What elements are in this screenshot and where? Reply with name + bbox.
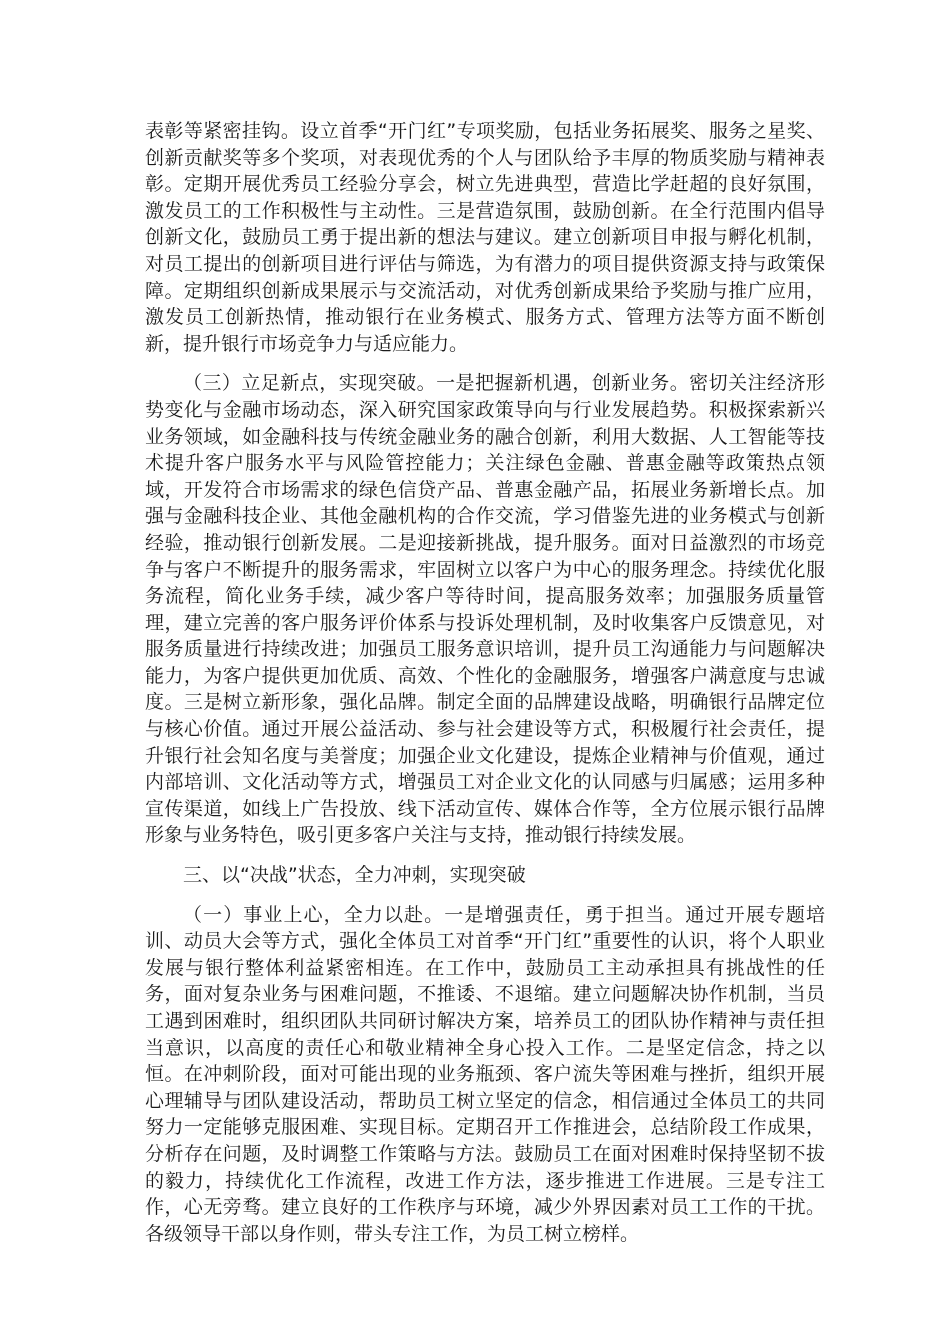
- document-body: [145, 118, 825, 1247]
- paragraph-continued: 表彰等紧密挂钩。设立首季“开门红”专项奖励，包括业务拓展奖、服务之星奖、创新贡献奖等多个奖项，对表现优秀的个人与团队给予丰厚的物质奖励与精神表彰。定期开展优秀员工经验分享会，树立先进典型，营造比学赶超的良好氛围，激发员工的工作积极性与主动性。三是营造氛围，鼓励创新。在全行范围内倡导创新文化，鼓励员工勇于提出新的想法与建议。建立创新项目申报与孵化机制，对员工提出的创新项目进行评估与筛选，为有潜力的项目提供资源支持与政策保障。定期组织创新成果展示与交流活动，对优秀创新成果给予奖励与推广应用，激发员工创新热情，推动银行在业务模式、服务方式、管理方法等方面不断创新，提升银行市场竞争力与适应能力。: [145, 120, 825, 355]
- paragraph-section-3: （三）立足新点，实现突破。一是把握新机遇，创新业务。密切关注经济形势变化与金融市场动态，深入研究国家政策导向与行业发展趋势。积极探索新兴业务领域，如金融科技与传统金融业务的融合创新，利用大数据、人工智能等技术提升客户服务水平与风险管控能力；关注绿色金融、普惠金融等政策热点领域，开发符合市场需求的绿色信贷产品、普惠金融产品，拓展业务新增长点。加强与金融科技企业、其他金融机构的合作交流，学习借鉴先进的业务模式与创新经验，推动银行创新发展。二是迎接新挑战，提升服务。面对日益激烈的市场竞争与客户不断提升的服务需求，牢固树立以客户为中心的服务理念。持续优化服务流程，简化业务手续，减少客户等待时间，提高服务效率；加强服务质量管理，建立完善的客户服务评价体系与投诉处理机制，及时收集客户反馈意见，对服务质量进行持续改进；加强员工服务意识培训，提升员工沟通能力与问题解决能力，为客户提供更加优质、高效、个性化的金融服务，增强客户满意度与忠诚度。三是树立新形象，强化品牌。制定全面的品牌建设战略，明确银行品牌定位与核心价值。通过开展公益活动、参与社会建设等方式，积极履行社会责任，提升银行社会知名度与美誉度；加强企业文化建设，提炼企业精神与价值观，通过内部培训、文化活动等方式，增强员工对企业文化的认同感与归属感；运用多种宣传渠道，如线上广告投放、线下活动宣传、媒体合作等，全方位展示银行品牌形象与业务特色，吸引更多客户关注与支持，推动银行持续发展。: [145, 372, 825, 847]
- section-heading-3: 三、以“决战”状态，全力冲刺，实现突破: [183, 864, 526, 887]
- paragraph-subsection-1: （一）事业上心，全力以赴。一是增强责任，勇于担当。通过开展专题培训、动员大会等方式，强化全体员工对首季“开门红”重要性的认识，将个人职业发展与银行整体利益紧密相连。在工作中，鼓励员工主动承担具有挑战性的任务，面对复杂业务与困难问题，不推诿、不退缩。建立问题解决协作机制，当员工遇到困难时，组织团队共同研讨解决方案，培养员工的团队协作精神与责任担当意识，以高度的责任心和敬业精神全身心投入工作。二是坚定信念，持之以恒。在冲刺阶段，面对可能出现的业务瓶颈、客户流失等困难与挫折，组织开展心理辅导与团队建设活动，帮助员工树立坚定的信念，相信通过全体员工的共同努力一定能够克服困难、实现目标。定期召开工作推进会，总结阶段工作成果，分析存在问题，及时调整工作策略与方法。鼓励员工在面对困难时保持坚韧不拔的毅力，持续优化工作流程，改进工作方法，逐步推进工作进展。三是专注工作，心无旁骛。建立良好的工作秩序与环境，减少外界因素对员工工作的干扰。各级领导干部以身作则，带头专注工作，为员工树立榜样。: [145, 903, 825, 1245]
